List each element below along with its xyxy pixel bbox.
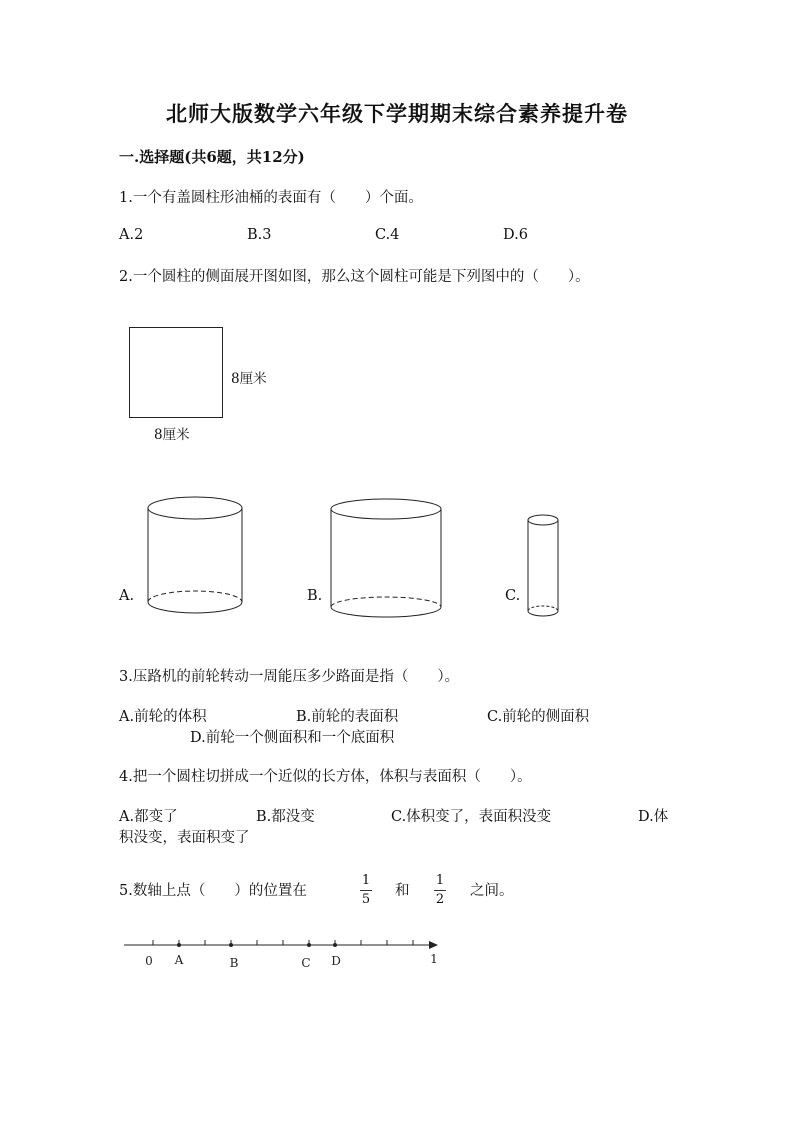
- axis-label-a: A: [174, 953, 184, 967]
- fraction-denominator: 5: [361, 892, 371, 907]
- q4-option-c: C.体积变了，表面积没变: [391, 809, 552, 825]
- page-title: 北师大版数学六年级下学期期末综合素养提升卷: [166, 101, 628, 126]
- question-5-stem-end: 之间。: [470, 883, 514, 899]
- q1-option-a: A.2: [119, 227, 144, 243]
- question-5-stem-start: 5.数轴上点（ ）的位置在: [119, 883, 307, 899]
- axis-label-c: C: [301, 956, 311, 970]
- q1-option-c: C.4: [375, 227, 400, 243]
- axis-label-one: 1: [430, 952, 438, 966]
- q3-option-c: C.前轮的侧面积: [487, 709, 590, 725]
- q4-option-d: D.体: [638, 809, 669, 825]
- cylinder-option-c-label: C.: [505, 588, 521, 604]
- question-5-and: 和: [395, 883, 410, 899]
- q4-option-b: B.都没变: [256, 809, 315, 825]
- fraction-numerator: 1: [361, 873, 371, 888]
- tick-marks: [153, 940, 413, 945]
- q4-option-d-continuation: 积没变，表面积变了: [119, 830, 250, 846]
- fraction-denominator: 2: [435, 892, 445, 907]
- square-bottom-label: 8厘米: [154, 427, 190, 443]
- section-heading: 一.选择题(共6题，共12分): [119, 148, 305, 166]
- q1-option-b: B.3: [247, 227, 272, 243]
- fraction-numerator: 1: [435, 873, 445, 888]
- cylinder-option-b-label: B.: [307, 588, 323, 604]
- q3-option-a: A.前轮的体积: [119, 709, 207, 725]
- axis-label-b: B: [229, 956, 239, 970]
- question-3-stem: 3.压路机的前轮转动一周能压多少路面是指（ ）。: [119, 669, 460, 685]
- question-2-stem: 2.一个圆柱的侧面展开图如图，那么这个圆柱可能是下列图中的（ ）。: [119, 269, 590, 285]
- cylinder-option-a-label: A.: [119, 588, 135, 604]
- question-1-stem: 1.一个有盖圆柱形油桶的表面有（ ）个面。: [119, 190, 423, 206]
- q4-option-a: A.都变了: [119, 809, 178, 825]
- q3-option-b: B.前轮的表面积: [296, 709, 399, 725]
- q3-option-d: D.前轮一个侧面积和一个底面积: [190, 730, 395, 746]
- axis-label-d: D: [331, 954, 341, 968]
- square-side-label: 8厘米: [231, 371, 267, 387]
- arrow-head-icon: [429, 941, 438, 949]
- axis-label-zero: 0: [145, 954, 153, 968]
- q1-option-d: D.6: [503, 227, 528, 243]
- question-4-stem: 4.把一个圆柱切拼成一个近似的长方体，体积与表面积（ ）。: [119, 769, 532, 785]
